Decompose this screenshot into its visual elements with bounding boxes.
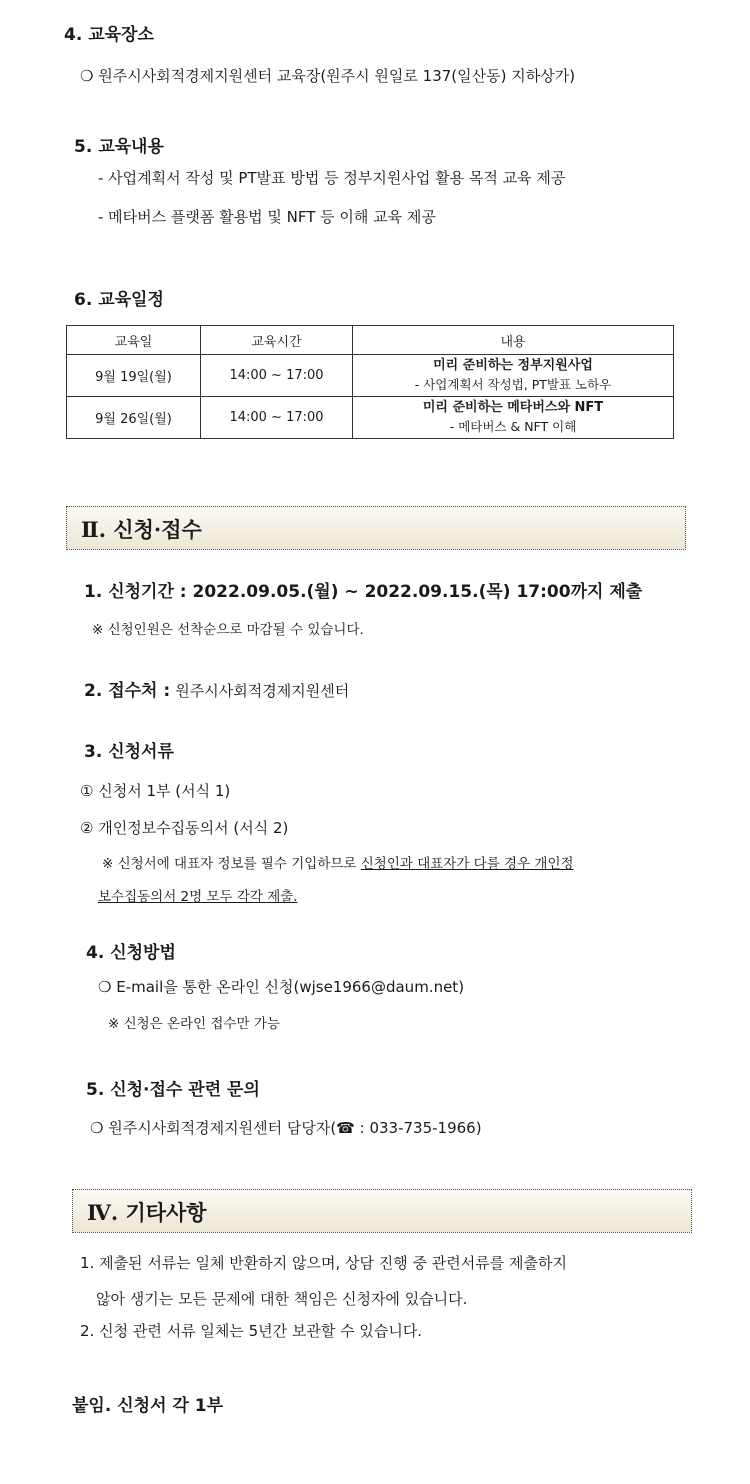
document-item-2: ② 개인정보수집동의서 (서식 2): [80, 819, 289, 837]
table-row: [67, 397, 674, 439]
education-content-item-2: - 메타버스 플랫폼 활용법 및 NFT 등 이해 교육 제공: [98, 208, 436, 226]
table-cell-time: 14:00 ~ 17:00: [201, 397, 353, 439]
heading-education-location: 4. 교육장소: [64, 25, 154, 45]
receiver-value: 원주시사회적경제지원센터: [175, 682, 350, 700]
table-cell-content: [353, 397, 674, 439]
receiver-label: 2. 접수처 :: [84, 681, 171, 701]
documents-note-underlined: 신청인과 대표자가 다를 경우 개인정: [360, 856, 574, 872]
documents-note-text: ※ 신청서에 대표자 정보를 필수 기입하므로: [102, 856, 361, 872]
session-detail: - 사업계획서 작성법, PT발표 노하우: [414, 377, 612, 392]
documents-note-line-1: [102, 852, 574, 872]
attachment-line: 붙임. 신청서 각 1부: [72, 1396, 223, 1416]
other-item-1-continued: 않아 생기는 모든 문제에 대한 책임은 신청자에 있습니다.: [96, 1290, 468, 1308]
session-title: 미리 준비하는 메타버스와 NFT: [422, 400, 604, 415]
application-method-item: ❍ E-mail을 통한 온라인 신청(wjse1966@daum.net): [98, 978, 465, 996]
document-item-1: ① 신청서 1부 (서식 1): [80, 782, 231, 800]
education-location-item: ❍ 원주시사회적경제지원센터 교육장(원주시 원일로 137(일산동) 지하상가): [80, 67, 576, 85]
heading-education-schedule: 6. 교육일정: [74, 290, 164, 310]
table-header-date: 교육일: [67, 326, 201, 355]
table-cell-date: 9월 19일(월): [67, 355, 201, 397]
table-cell-date: 9월 26일(월): [67, 397, 201, 439]
education-content-item-1: - 사업계획서 작성 및 PT발표 방법 등 정부지원사업 활용 목적 교육 제공: [98, 169, 566, 187]
table-header-row: [67, 326, 674, 355]
session-title: 미리 준비하는 정부지원사업: [433, 358, 593, 373]
schedule-table: [66, 325, 674, 439]
heading-application-method: 4. 신청방법: [86, 943, 176, 963]
section-ii-title: Ⅱ. 신청·접수: [81, 517, 202, 542]
other-item-1: 1. 제출된 서류는 일체 반환하지 않으며, 상담 진행 중 관련서류를 제출하지: [80, 1254, 567, 1272]
heading-application-documents: 3. 신청서류: [84, 742, 174, 762]
application-period-note: ※ 신청인원은 선착순으로 마감될 수 있습니다.: [92, 622, 364, 638]
section-iv-title: Ⅳ. 기타사항: [87, 1200, 207, 1225]
table-row: [67, 355, 674, 397]
application-method-note: ※ 신청은 온라인 접수만 가능: [108, 1016, 280, 1032]
session-detail: - 메타버스 & NFT 이해: [449, 419, 577, 434]
documents-note-line-2: 보수집동의서 2명 모두 각각 제출.: [98, 889, 298, 905]
heading-inquiry: 5. 신청·접수 관련 문의: [86, 1080, 260, 1100]
table-header-time: 교육시간: [201, 326, 353, 355]
table-header-content: 내용: [353, 326, 674, 355]
application-period: 1. 신청기간 : 2022.09.05.(월) ~ 2022.09.15.(목) 17:00까지 제출: [84, 582, 643, 602]
section-ii-header-box: [66, 506, 686, 550]
table-cell-content: [353, 355, 674, 397]
heading-education-content: 5. 교육내용: [74, 137, 164, 157]
receiver-line: [84, 676, 349, 701]
table-cell-time: 14:00 ~ 17:00: [201, 355, 353, 397]
section-iv-header-box: [72, 1189, 692, 1233]
inquiry-item: ❍ 원주시사회적경제지원센터 담당자(☎ : 033-735-1966): [90, 1119, 482, 1137]
other-item-2: 2. 신청 관련 서류 일체는 5년간 보관할 수 있습니다.: [80, 1322, 423, 1340]
